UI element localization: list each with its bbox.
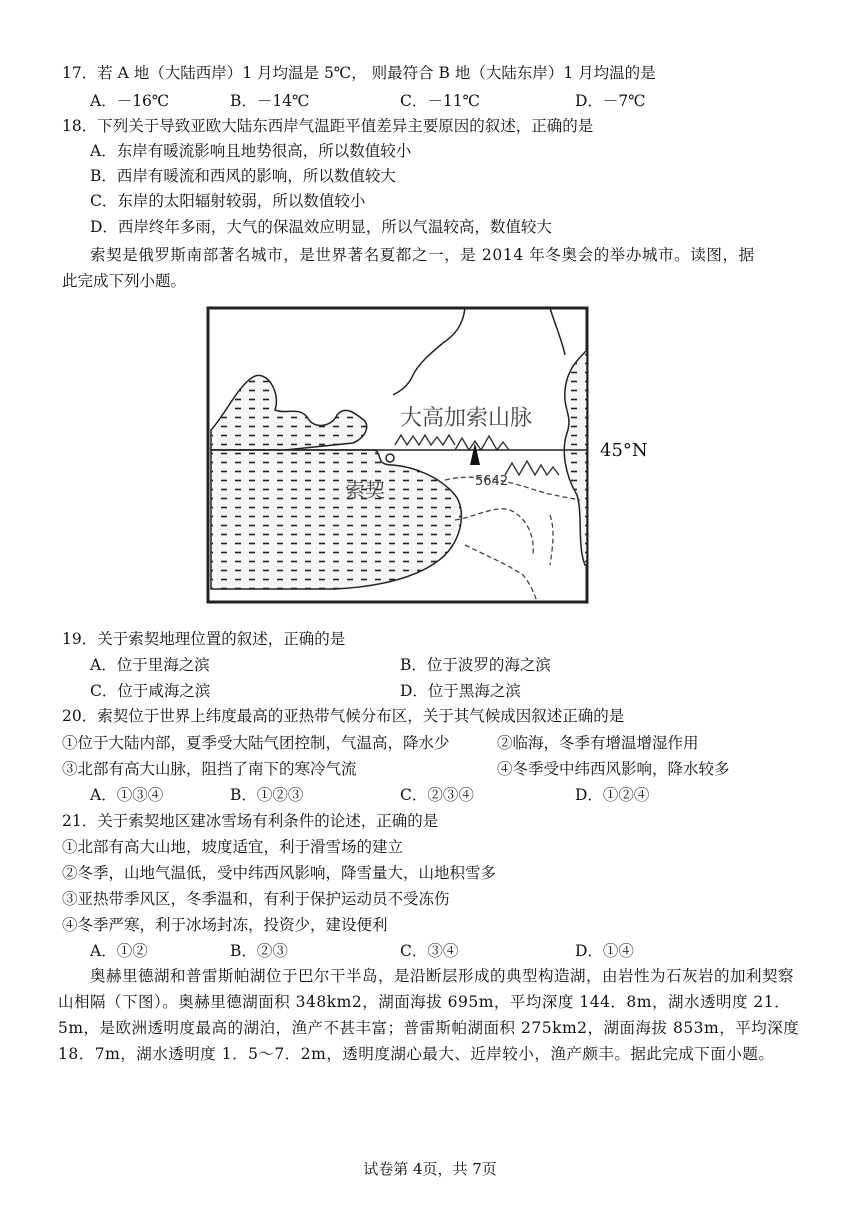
q20-option-d: D．①②④: [575, 786, 650, 804]
q21-statement-1: ①北部有高大山地，坡度适宜，利于滑雪场的建立: [62, 838, 404, 856]
passage-sochi-line2: 此完成下列小题。: [62, 272, 187, 290]
q21-statement-4: ④冬季严寒，利于冰场封冻，投资少，建设便利: [62, 916, 388, 934]
q21-stem: 21．关于索契地区建冰雪场有利条件的论述，正确的是: [62, 812, 439, 830]
q19-option-c: C．位于咸海之滨: [90, 682, 211, 700]
q17-option-b: B．－14℃: [230, 92, 310, 110]
q21-option-b: B．②③: [230, 942, 288, 960]
q20-statement-4: ④冬季受中纬西风影响，降水较多: [497, 760, 730, 778]
sochi-map: [205, 305, 590, 605]
q20-statement-2: ②临海，冬季有增温增湿作用: [497, 734, 699, 752]
q21-statement-2: ②冬季，山地气温低，受中纬西风影响，降雪量大，山地积雪多: [62, 864, 497, 882]
q19-option-a: A．位于里海之滨: [90, 656, 210, 674]
q19-option-d: D．位于黑海之滨: [400, 682, 521, 700]
latitude-label: 45°N: [600, 440, 648, 461]
page-footer: 试卷第 4页，共 7页: [363, 1160, 497, 1178]
q18-option-d: D．西岸终年多雨，大气的保温效应明显，所以气温较高，数值较大: [90, 218, 552, 236]
q17-option-c: C．－11℃: [400, 92, 480, 110]
q19-option-b: B．位于波罗的海之滨: [400, 656, 551, 674]
q18-option-a: A．东岸有暖流影响且地势很高，所以数值较小: [90, 142, 412, 160]
passage-sochi-line1: 索契是俄罗斯南部著名城市，是世界著名夏都之一，是 2014 年冬奥会的举办城市。读图，据: [90, 246, 755, 264]
q21-option-c: C．③④: [400, 942, 459, 960]
city-label: 索契: [345, 478, 385, 502]
q18-stem: 18．下列关于导致亚欧大陆东西岸气温距平值差异主要原因的叙述，正确的是: [62, 117, 594, 135]
passage-lakes: 奥赫里德湖和普雷斯帕湖位于巴尔干半岛，是沿断层形成的典型构造湖，由岩性为石灰岩的加利契察山相隔（下图）。奥赫里德湖面积 348km2，湖面海拔 695m，平均深度 144．8m，湖水透明度 21．5m，是欧洲透明度最高的湖泊，渔产不甚丰富；普雷斯帕湖面积 275km2，湖面海拔 853m，平均深度 18．7m，湖水透明度 1．5～7．2m，透明度湖心最大、近岸较小，渔产颇丰。据此完成下面小题。: [58, 967, 800, 1063]
q17-option-a: A．－16℃: [90, 92, 170, 110]
mountain-label: 大高加索山脉: [400, 406, 533, 431]
q20-option-c: C．②③④: [400, 786, 474, 804]
q17-stem: 17．若 A 地（大陆西岸）1 月均温是 5℃， 则最符合 B 地（大陆东岸）1 月均温的是: [62, 64, 656, 82]
q20-stem: 20．索契位于世界上纬度最高的亚热带气候分布区，关于其气候成因叙述正确的是: [62, 707, 625, 725]
q18-option-b: B．西岸有暖流和西风的影响，所以数值较大: [90, 167, 396, 185]
q20-statement-3: ③北部有高大山脉，阻挡了南下的寒冷气流: [62, 760, 357, 778]
q20-option-b: B．①②③: [230, 786, 304, 804]
q21-statement-3: ③亚热带季风区，冬季温和，有利于保护运动员不受冻伤: [62, 890, 450, 908]
q21-option-a: A．①②: [90, 942, 148, 960]
q18-option-c: C．东岸的太阳辐射较弱，所以数值较小: [90, 192, 366, 210]
q19-stem: 19．关于索契地理位置的叙述，正确的是: [62, 630, 346, 648]
sochi-city-icon: [386, 454, 394, 462]
q20-option-a: A．①③④: [90, 786, 164, 804]
q20-statement-1: ①位于大陆内部，夏季受大陆气团控制，气温高，降水少: [62, 734, 450, 752]
q21-option-d: D．①④: [575, 942, 634, 960]
peak-elevation-label: 5642: [475, 474, 509, 489]
q17-option-d: D．－7℃: [575, 92, 646, 110]
